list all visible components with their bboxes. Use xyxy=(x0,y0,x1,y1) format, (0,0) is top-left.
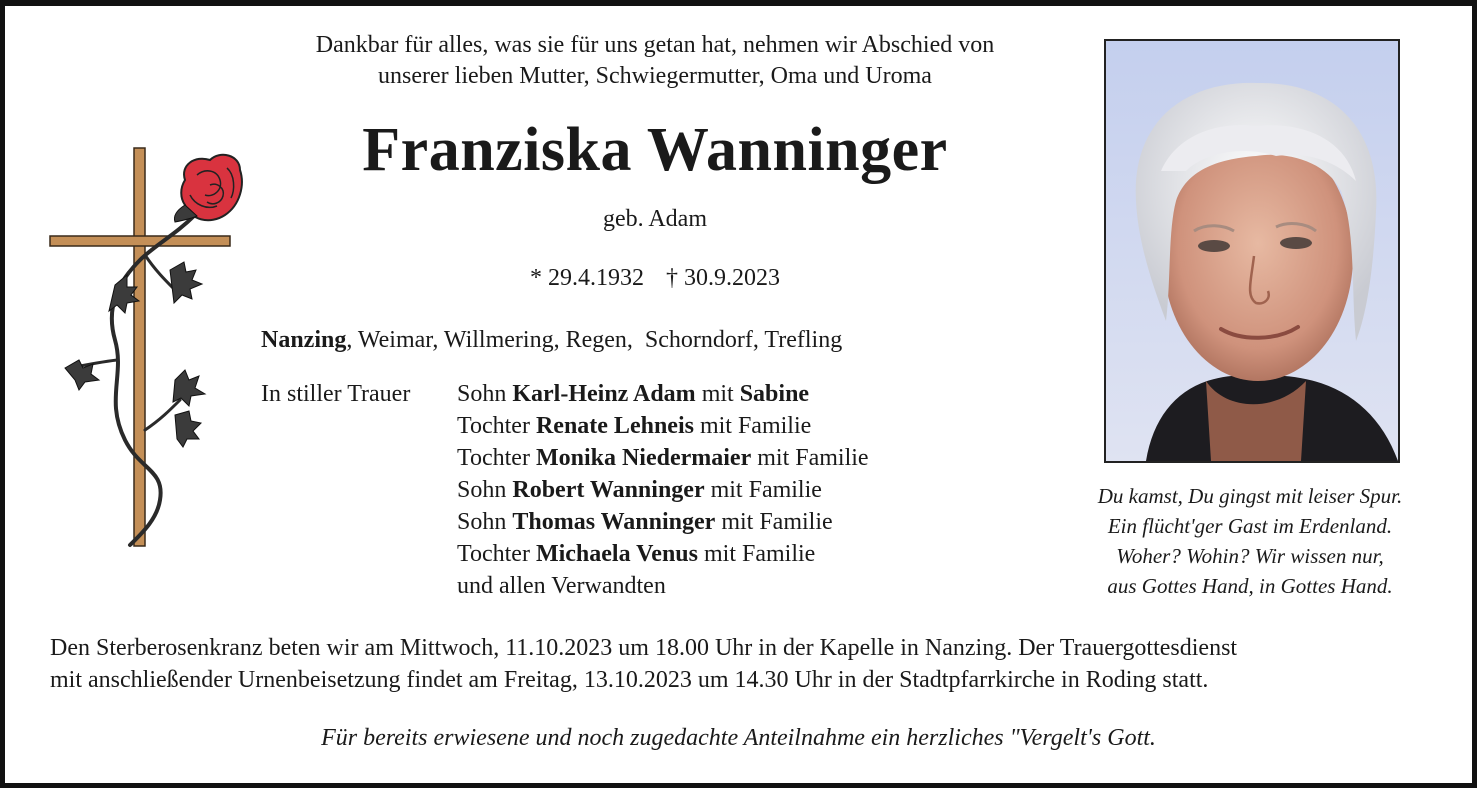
death-date: † 30.9.2023 xyxy=(666,265,780,291)
mourner-suffix: mit xyxy=(701,381,734,407)
mourner-name: Monika Niedermaier xyxy=(535,445,752,471)
poem xyxy=(1050,481,1450,601)
portrait-photo xyxy=(1104,39,1400,463)
mourner-name: Karl-Heinz Adam xyxy=(512,381,696,407)
mourner-row xyxy=(457,506,869,538)
place-main: Nanzing xyxy=(261,327,347,353)
mourner-relation: Sohn xyxy=(457,509,507,535)
intro-line-2: unserer lieben Mutter, Schwiegermutter, Oma und Uroma xyxy=(378,63,932,89)
mourner-row xyxy=(457,378,869,410)
cross-rose-illustration xyxy=(45,140,245,552)
rose-flower-icon xyxy=(174,155,241,222)
mourner-suffix: mit Familie xyxy=(721,509,833,535)
places-line xyxy=(261,325,842,355)
mourner-relation: Tochter xyxy=(457,541,530,567)
place-rest: , Weimar, Willmering, Regen, Schorndorf, Trefling xyxy=(346,327,843,353)
mourner-partner: Sabine xyxy=(739,381,810,407)
mourner-name: Robert Wanninger xyxy=(512,477,705,503)
mourner-name: Michaela Venus xyxy=(535,541,698,567)
portrait-image xyxy=(1106,41,1398,461)
intro-line-1: Dankbar für alles, was sie für uns getan hat, nehmen wir Abschied von xyxy=(315,32,995,58)
mourner-row xyxy=(457,474,869,506)
birth-name: geb. Adam xyxy=(603,206,707,232)
mourner-name: Renate Lehneis xyxy=(535,413,694,439)
mourners-list xyxy=(457,378,869,602)
mourner-suffix: mit Familie xyxy=(710,477,822,503)
mourner-row xyxy=(457,410,869,442)
mourners-closing: und allen Verwandten xyxy=(457,573,666,599)
mourner-relation: Tochter xyxy=(457,413,530,439)
poem-line: Du kamst, Du gingst mit leiser Spur. xyxy=(1097,484,1403,508)
mourner-relation: Sohn xyxy=(457,477,507,503)
service-info xyxy=(50,632,1237,696)
mourner-row xyxy=(457,442,869,474)
intro-text xyxy=(240,30,1070,92)
mourner-relation: Tochter xyxy=(457,445,530,471)
poem-line: Ein flücht'ger Gast im Erdenland. xyxy=(1107,514,1393,538)
service-line-2: mit anschließender Urnenbeisetzung findet am Freitag, 13.10.2023 um 14.30 Uhr in der Stadtpfarrkirche in Roding statt. xyxy=(50,667,1209,693)
birth-date: * 29.4.1932 xyxy=(530,265,644,291)
mourner-suffix: mit Familie xyxy=(757,445,869,471)
poem-line: aus Gottes Hand, in Gottes Hand. xyxy=(1107,574,1393,598)
life-dates xyxy=(240,263,1070,293)
mourner-suffix: mit Familie xyxy=(699,413,812,439)
mourners-label: In stiller Trauer xyxy=(261,381,411,407)
thanks-line: Für bereits erwiesene und noch zugedachte Anteilnahme ein herzliches "Vergelt's Gott. xyxy=(321,725,1156,751)
mourner-suffix: mit Familie xyxy=(703,541,816,567)
mourner-row xyxy=(457,538,869,570)
poem-line: Woher? Wohin? Wir wissen nur, xyxy=(1116,544,1384,568)
mourner-relation: Sohn xyxy=(457,381,507,407)
deceased-name: Franziska Wanninger xyxy=(362,116,948,184)
service-line-1: Den Sterberosenkranz beten wir am Mittwoch, 11.10.2023 um 18.00 Uhr in der Kapelle in Nanzing. Der Trauergottesdienst xyxy=(50,635,1238,661)
mourner-name: Thomas Wanninger xyxy=(512,509,716,535)
